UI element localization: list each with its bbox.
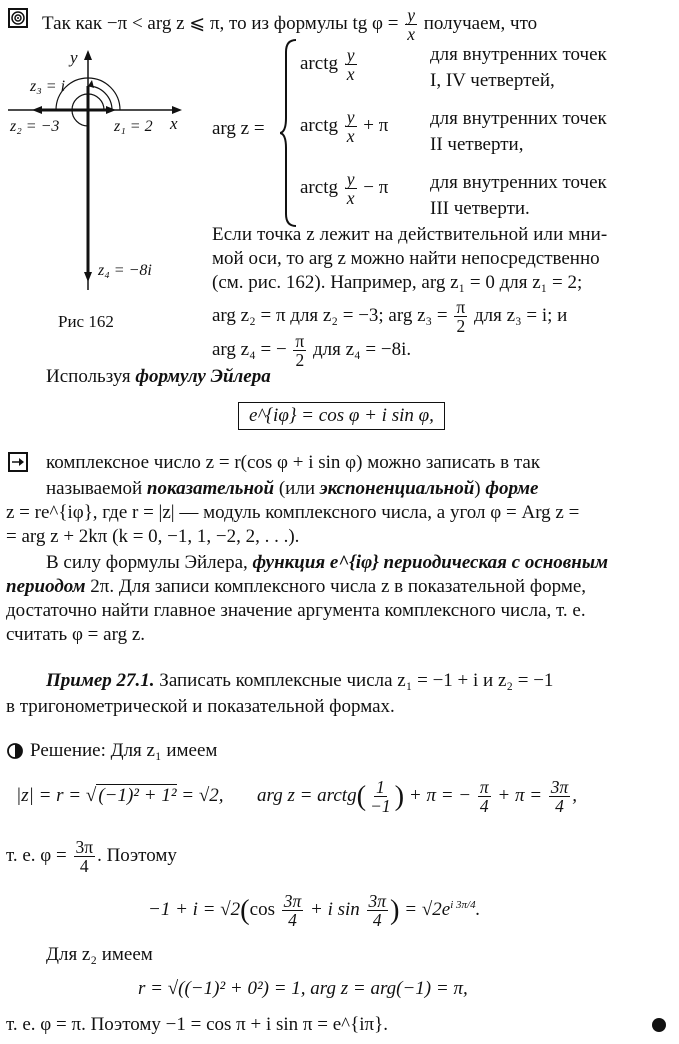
cases-lhs: arg z = (212, 118, 265, 139)
case2-arctg: arctg (300, 115, 338, 137)
eq1-sqrt: (−1)² + 1² (98, 785, 177, 807)
example-line-1: Записать комплексные числа z₁ = −1 + i и z₂ = −1 (154, 670, 554, 691)
case1-num: y (346, 45, 355, 65)
axis-y-label: y (70, 48, 78, 67)
expo-l2-end: ) (474, 478, 486, 499)
expo-line-8: считать φ = arg z. (6, 624, 146, 645)
case1-den: x (346, 64, 355, 85)
eq2-sin: + i sin (310, 899, 360, 921)
intro-frac-den: x (407, 24, 415, 45)
expo-line-3: z = re^{iφ}, где r = |z| — модуль комплексного числа, а угол φ = Arg z = (6, 502, 580, 523)
example-line-2: в тригонометрической и показательной формах. (6, 696, 395, 717)
axes-line-4-pre: arg z₂ = π для z₂ = −3; arg z₃ = (212, 305, 448, 327)
target-marker-icon (8, 8, 28, 28)
case2-num: y (346, 107, 355, 127)
t1-pre: т. е. φ = (6, 845, 67, 867)
figure-caption: Рис 162 (58, 312, 114, 331)
solution-eq-2: −1 + i = √2(cos $\frac{3\pi}{4}$ + i sin $\frac{3\pi}{4}$ ) = $√2e^{i 3\pi/4}$. (148, 891, 481, 931)
eq1-b: = √2, (176, 785, 224, 807)
solution-label: Решение: Для z₁ имеем (30, 740, 218, 761)
z4-label: z₄ = −8i (98, 262, 152, 279)
case1-desc1: для внутренних точек (430, 44, 607, 65)
expo-line-7: достаточно найти главное значение аргумента комплексного числа, т. е. (6, 600, 586, 621)
t1-num: 3π (75, 837, 94, 857)
case2-desc2: II четверти, (430, 134, 524, 155)
expo-l2-em2: экспоненциальной (319, 478, 475, 499)
expo-l2-pre: называемой (46, 478, 147, 499)
axis-x-label: x (170, 114, 178, 133)
expo-l6-post: 2π. Для записи комплексного числа z в показательной форме, (85, 576, 587, 597)
expo-l2-em3: форме (485, 478, 539, 499)
axes-line-5-post: для z₄ = −8i. (312, 339, 412, 361)
figure-162 (0, 40, 200, 340)
expo-l5-pre: В силу формулы Эйлера, (46, 552, 253, 573)
euler-lead-em: формулу Эйлера (135, 366, 271, 387)
solution-eq-1: |z| = r = √ (−1)² + 1² = √2, arg z = arctg( $\frac{1}{-1}$ ) + π = − $\frac{\pi}{4}$ + π = $\frac{3\pi}{4}$ , (16, 777, 578, 817)
case3-post: − π (363, 177, 389, 199)
axes-line-1: Если точка z лежит на действительной или мни- (212, 224, 608, 245)
eq2-pre: −1 + i = √2 (148, 899, 241, 921)
euler-formula-box (238, 402, 445, 430)
case3-desc1: для внутренних точек (430, 172, 607, 193)
axes-line-3: (см. рис. 162). Например, arg z₁ = 0 для z₁ = 2; (212, 272, 583, 293)
case2-desc1: для внутренних точек (430, 108, 607, 129)
arrow-marker-icon (8, 452, 28, 472)
axes-line-2: мой оси, то arg z можно найти непосредственно (212, 248, 600, 269)
z3-label: z₃ = i (30, 78, 66, 95)
case3-desc2: III четверти. (430, 198, 530, 219)
eq2-sup: i 3π/4 (450, 898, 476, 911)
intro-text-post: получаем, что (423, 13, 538, 35)
case3-den: x (346, 188, 355, 209)
case3-arctg: arctg (300, 177, 338, 199)
axes-line-4-post: для z₃ = i; и (473, 305, 568, 327)
eq2-post: = √2e (404, 899, 451, 921)
case2-post: + π (363, 115, 389, 137)
expo-line-4: = arg z + 2kπ (k = 0, −1, 1, −2, 2, . . .). (6, 526, 300, 547)
cases-brace (280, 38, 300, 228)
intro-text-pre: Так как −π < arg z ⩽ π, то из формулы tg φ = (42, 13, 399, 35)
t1-den: 4 (79, 856, 89, 877)
eq1-a: |z| = r = (16, 785, 86, 807)
solution-final: т. е. φ = π. Поэтому −1 = cos π + i sin π = e^{iπ}. (6, 1014, 388, 1035)
eq2-cos: cos (249, 899, 275, 921)
end-of-proof-dot (652, 1018, 666, 1032)
axes-l4-num: π (456, 297, 466, 317)
axes-line-5-pre: arg z₄ = − (212, 339, 287, 361)
case1-arctg: arctg (300, 53, 338, 75)
case3-num: y (346, 169, 355, 189)
for-z2-label: Для z₂ имеем (46, 944, 153, 965)
t1-post: . Поэтому (97, 845, 177, 867)
eq1-d: + π = − (408, 785, 472, 807)
euler-lead: Используя (46, 366, 136, 387)
expo-l5-em: функция e^{iφ} периодическая с основным (252, 552, 609, 573)
axes-l5-num: π (295, 331, 305, 351)
expo-line-1: комплексное число z = r(cos φ + i sin φ) можно записать в так (46, 452, 541, 473)
case2-den: x (346, 126, 355, 147)
expo-l2-em1: показательной (146, 478, 275, 499)
example-title: Пример 27.1. (46, 670, 155, 691)
solution-marker-icon (6, 742, 24, 760)
eq1-c: arg z = arctg (257, 785, 357, 807)
axes-l5-den: 2 (295, 350, 305, 371)
z1-label: z₁ = 2 (114, 118, 153, 135)
euler-formula: e^{iφ} = cos φ + i sin φ, (249, 405, 434, 426)
expo-l2-mid: (или (274, 478, 320, 499)
axes-l4-den: 2 (456, 316, 466, 337)
solution-eq-3: r = √((−1)² + 0²) = 1, arg z = arg(−1) = π, (138, 978, 468, 999)
intro-frac-num: y (407, 5, 415, 25)
z2-label: z₂ = −3 (10, 118, 60, 135)
case1-desc2: I, IV четвертей, (430, 70, 555, 91)
expo-l6-em: периодом (6, 576, 86, 597)
eq1-e: + π = (497, 785, 543, 807)
